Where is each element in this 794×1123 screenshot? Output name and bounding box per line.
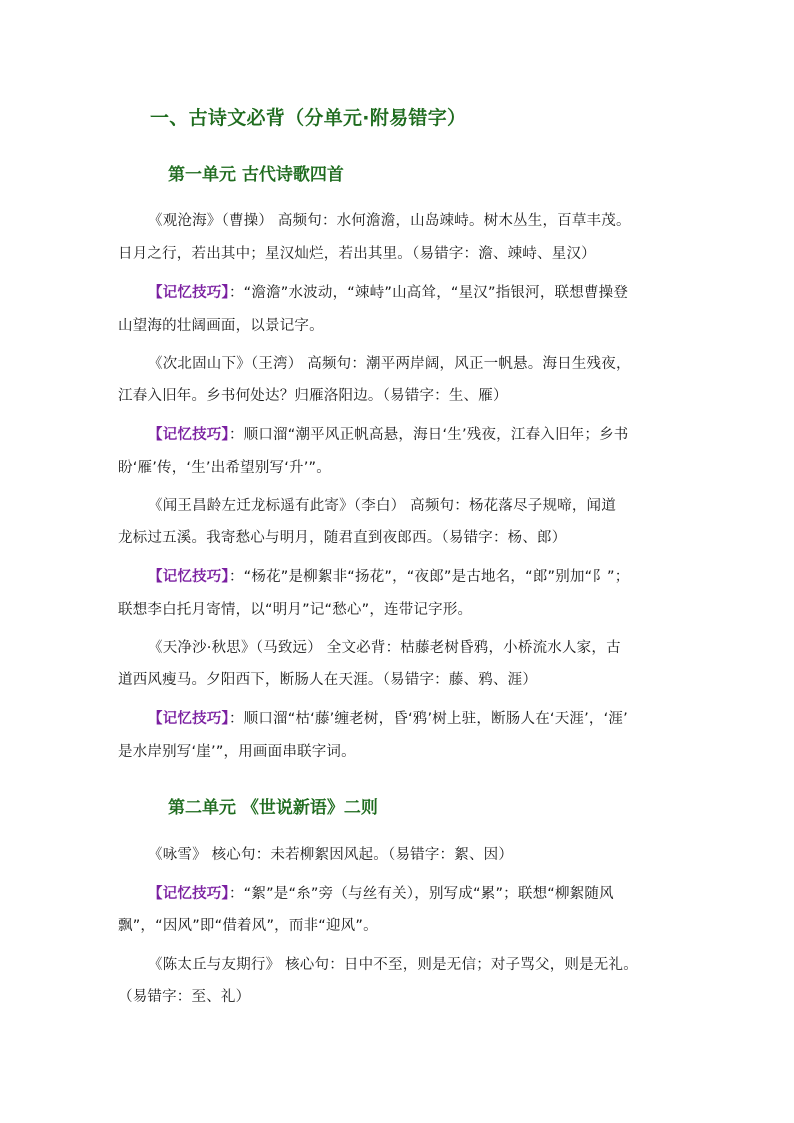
unit-heading: 第二单元 《世说新语》二则 [168, 798, 378, 818]
tip-text: 飘”，“因风”即“借着风”，而非“迎风”。 [118, 918, 378, 934]
tip-text: ：顺口溜“潮平风正帆高悬，海日‘生’残夜，江春入旧年；乡书 [228, 427, 629, 443]
poem-line: 龙标过五溪。我寄愁心与明月，随君直到夜郎西。（易错字：杨、郎） [118, 530, 567, 546]
tip-text: 是水岸别写‘崖’”，用画面串联字词。 [118, 744, 356, 760]
poem-line: 日月之行，若出其中；星汉灿烂，若出其里。（易错字：澹、竦峙、星汉） [118, 246, 596, 262]
tip-label: 【记忆技巧】 [148, 285, 229, 301]
poem-line: 《陈太丘与友期行》 核心句：日中不至，则是无信；对子骂父，则是无礼。 [148, 957, 638, 973]
tip-text: 盼‘雁’传，‘生’出希望别写‘升’”。 [118, 460, 331, 476]
poem-line: 《次北固山下》（王湾） 高频句：潮平两岸阔，风正一帆悬。海日生残夜， [148, 356, 631, 372]
tip-text: ：“杨花”是柳絮非“扬花”，“夜郎”是古地名，“郎”别加“阝”； [228, 569, 630, 585]
tip-text: ：“絮”是“糸”旁（与丝有关），别写成“累”；联想“柳絮随风 [228, 886, 614, 902]
poem-line: 《咏雪》 核心句：未若柳絮因风起。（易错字：絮、因） [148, 847, 514, 863]
tip-text: 联想李白托月寄情，以“明月”记“愁心”，连带记字形。 [118, 602, 473, 618]
memory-tip [148, 567, 629, 587]
poem-line: 《观沧海》（曹操） 高频句：水何澹澹，山岛竦峙。树木丛生，百草丰茂。 [148, 213, 631, 229]
poem-line: 《闻王昌龄左迁龙标遥有此寄》（李白） 高频句：杨花落尽子规啼，闻道 [148, 498, 616, 514]
unit-heading: 第一单元 古代诗歌四首 [168, 165, 344, 185]
memory-tip [148, 884, 614, 904]
memory-tip [148, 425, 628, 445]
tip-label: 【记忆技巧】 [148, 569, 229, 585]
poem-line: 江春入旧年。乡书何处达？归雁洛阳边。（易错字：生、雁） [118, 388, 508, 404]
tip-text: ：顺口溜“枯‘藤’缠老树，昏‘鸦’树上驻，断肠人在‘天涯’，‘涯’ [228, 711, 628, 727]
tip-text: 山望海的壮阔画面，以景记字。 [118, 318, 324, 334]
tip-text: ：“澹澹”水波动，“竦峙”山高耸，“星汉”指银河，联想曹操登 [228, 285, 629, 301]
memory-tip [148, 709, 628, 729]
poem-line: （易错字：至、礼） [118, 989, 251, 1005]
poem-line: 《天净沙·秋思》（马致远） 全文必背：枯藤老树昏鸦，小桥流水人家，古 [148, 640, 621, 656]
memory-tip [148, 283, 628, 303]
poem-line: 道西风瘦马。夕阳西下，断肠人在天涯。（易错字：藤、鸦、涯） [118, 672, 538, 688]
tip-label: 【记忆技巧】 [148, 711, 229, 727]
tip-label: 【记忆技巧】 [148, 886, 229, 902]
section-title: 一、古诗文必背（分单元·附易错字） [150, 107, 467, 129]
tip-label: 【记忆技巧】 [148, 427, 229, 443]
